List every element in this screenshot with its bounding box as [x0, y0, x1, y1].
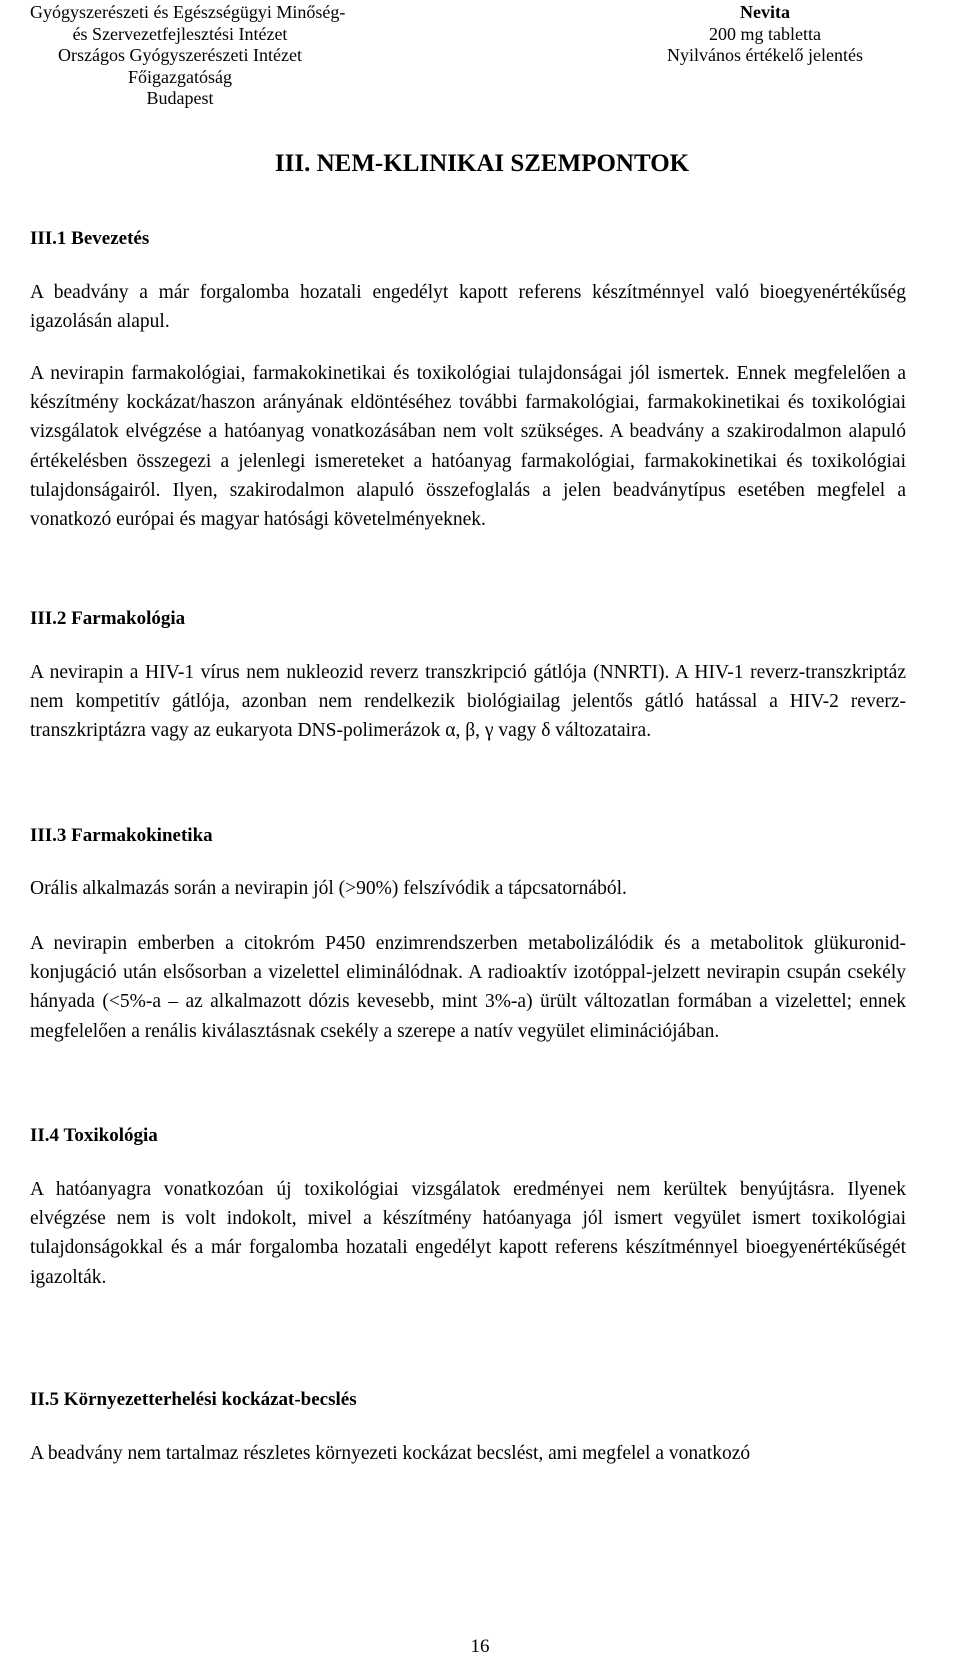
- pharmacology-paragraph: A nevirapin a HIV-1 vírus nem nukleozid reverz transzkripció gátlója (NNRTI). A HIV-1 reverz-transzkriptáz nem kompetitív gátlója, azonban nem rendelkezik biológiailag jelentős gátló hatással a HIV-2 reverz-transzkriptázra vagy az eukaryota DNS-polimerázok α, β, γ vagy δ változataira.: [30, 662, 906, 742]
- pharmacokinetics-paragraph-1: Orális alkalmazás során a nevirapin jól (>90%) felszívódik a tápcsatornából.: [30, 878, 627, 899]
- header-product: [620, 2, 910, 67]
- intro-paragraph-1: A beadvány a már forgalomba hozatali engedélyt kapott referens készítménnyel való bioegyenértékűség igazolásán alapul.: [30, 282, 906, 333]
- institution-line: Gyógyszerészeti és Egészségügyi Minőség-: [30, 2, 346, 22]
- section-title-pharmacokinetics: III.3 Farmakokinetika: [30, 825, 213, 846]
- section-title-pharmacology: III.2 Farmakológia: [30, 608, 186, 629]
- institution-line: és Szervezetfejlesztési Intézet: [72, 23, 288, 44]
- section-title-environmental: II.5 Környezetterhelési kockázat-becslés: [30, 1389, 357, 1410]
- institution-line: Országos Gyógyszerészeti Intézet: [58, 45, 302, 65]
- report-type: Nyilvános értékelő jelentés: [667, 45, 863, 65]
- intro-paragraph-2: A nevirapin farmakológiai, farmakokinetikai és toxikológiai tulajdonságai jól ismertek. Ennek megfelelően a készítmény kockázat/haszon arányának eldöntéséhez további farmakológiai, farmakokinetikai és toxikológiai vizsgálatok elvégzése a hatóanyag vonatkozásában nem volt szükséges. A beadvány a szakirodalmon alapuló értékelésben összegezi a jelenlegi ismereteket a hatóanyag farmakológiai, farmakokinetikai és toxikológiai tulajdonságairól. Ilyen, szakirodalmon alapuló összefoglalás a jelen beadványtípus esetében megfelel a vonatkozó európai és magyar hatósági követelményeknek.: [30, 363, 906, 531]
- toxicology-paragraph: A hatóanyagra vonatkozóan új toxikológiai vizsgálatok eredményei nem kerültek benyújtásra. Ilyenek elvégzése nem is volt indokolt, mivel a készítmény hatóanyaga jól ismert vegyület ismert toxikológiai tulajdonságokkal és a már forgalomba hozatali engedélyt kapott referens készítménnyel bioegyenértékűségét igazolták.: [30, 1179, 906, 1288]
- section-title-toxicology: II.4 Toxikológia: [30, 1125, 158, 1146]
- environmental-paragraph: A beadvány nem tartalmaz részletes környezeti kockázat becslést, ami megfelel a vonatkozó: [30, 1443, 751, 1464]
- chapter-title: III. NEM-KLINIKAI SZEMPONTOK: [274, 150, 690, 177]
- product-strength: 200 mg tabletta: [709, 23, 821, 44]
- page-number: 16: [470, 1636, 490, 1657]
- institution-line: Főigazgatóság: [128, 66, 232, 87]
- pharmacokinetics-paragraph-2: A nevirapin emberben a citokróm P450 enzimrendszerben metabolizálódik és a metabolitok glükuronid-konjugáció után elsősorban a vizelettel eliminálódnak. A radioaktív izotóppal-jelzett nevirapin csupán csekély hányada (<5%-a – az alkalmazott dózis kevesebb, mint 3%-a) ürült változatlan formában a vizelettel; ennek megfelelően a renális kiválasztásnak csekély a szerepe a natív vegyület eliminációjában.: [30, 933, 906, 1042]
- section-title-intro: III.1 Bevezetés: [30, 228, 150, 249]
- product-name: Nevita: [740, 2, 790, 22]
- institution-line: Budapest: [146, 88, 214, 108]
- header-institution: [30, 2, 346, 110]
